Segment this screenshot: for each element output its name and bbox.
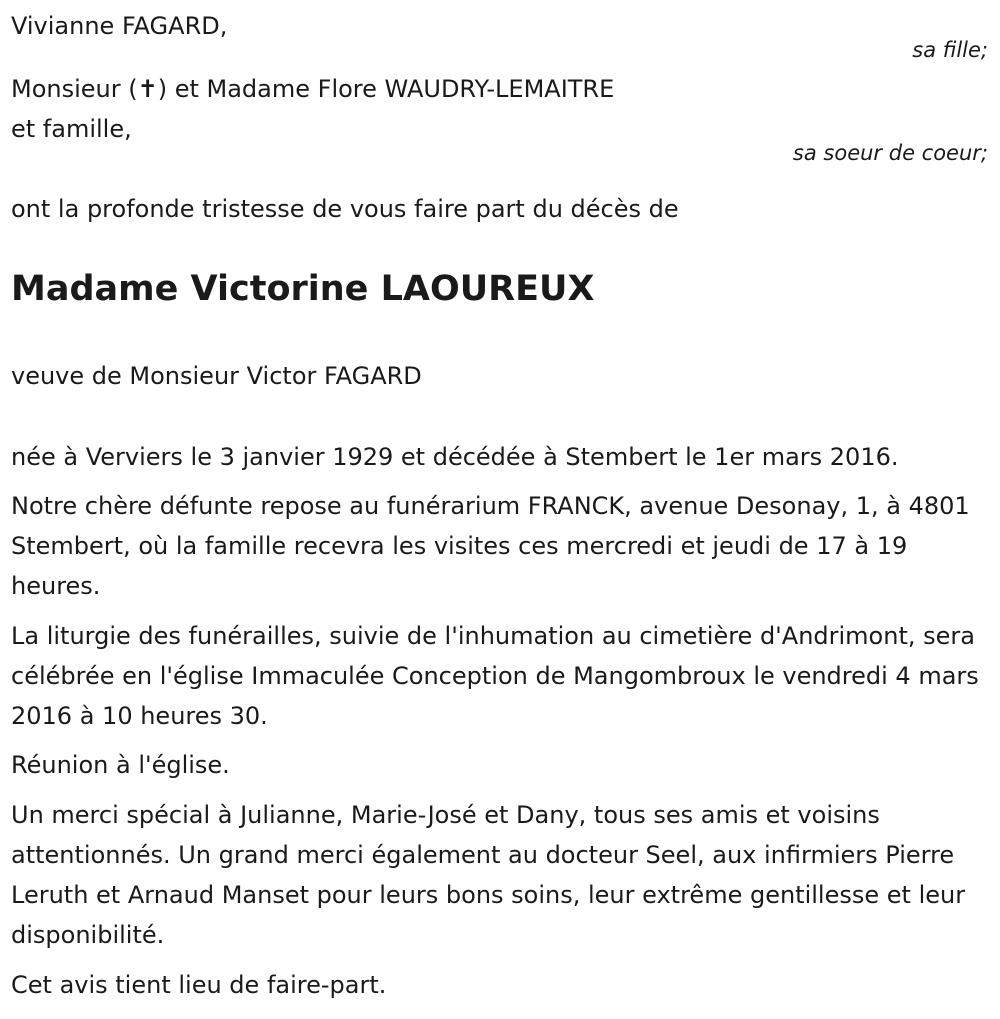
deceased-name: Madame Victorine LAOUREUX: [11, 269, 595, 309]
thanks-paragraph: Un merci spécial à Julianne, Marie-José et Dany, tous ses amis et voisins attentionnés. Un grand merci également au docteur Seel, aux infirmiers Pierre Leruth et Arnaud Manset pour leurs bons soins, leur extrême gentillesse et leur disponibilité.: [11, 801, 966, 949]
widow-of-text: veuve de Monsieur Victor FAGARD: [11, 362, 422, 390]
reunion-paragraph: Réunion à l'église.: [11, 751, 230, 779]
visitation-paragraph: Notre chère défunte repose au funérarium FRANCK, avenue Desonay, 1, à 4801 Stembert, où la famille recevra les visites ces mercredi et jeudi de 17 à 19 heures.: [11, 492, 970, 600]
signatory-name: Monsieur (✝) et Madame Flore WAUDRY-LEMAITRE: [11, 75, 615, 103]
signatory-name-continued: et famille,: [11, 115, 132, 143]
signatory-relation: sa fille;: [912, 38, 988, 62]
closing-paragraph: Cet avis tient lieu de faire-part.: [11, 971, 387, 999]
birth-death-paragraph: née à Verviers le 3 janvier 1929 et décédée à Stembert le 1er mars 2016.: [11, 443, 899, 471]
announcement-text: ont la profonde tristesse de vous faire part du décès de: [11, 195, 679, 223]
funeral-paragraph: La liturgie des funérailles, suivie de l'inhumation au cimetière d'Andrimont, sera célébrée en l'église Immaculée Conception de Mangombroux le vendredi 4 mars 2016 à 10 heures 30.: [11, 622, 979, 730]
signatory-name: Vivianne FAGARD,: [11, 12, 228, 40]
signatory-relation: sa soeur de coeur;: [792, 141, 988, 165]
